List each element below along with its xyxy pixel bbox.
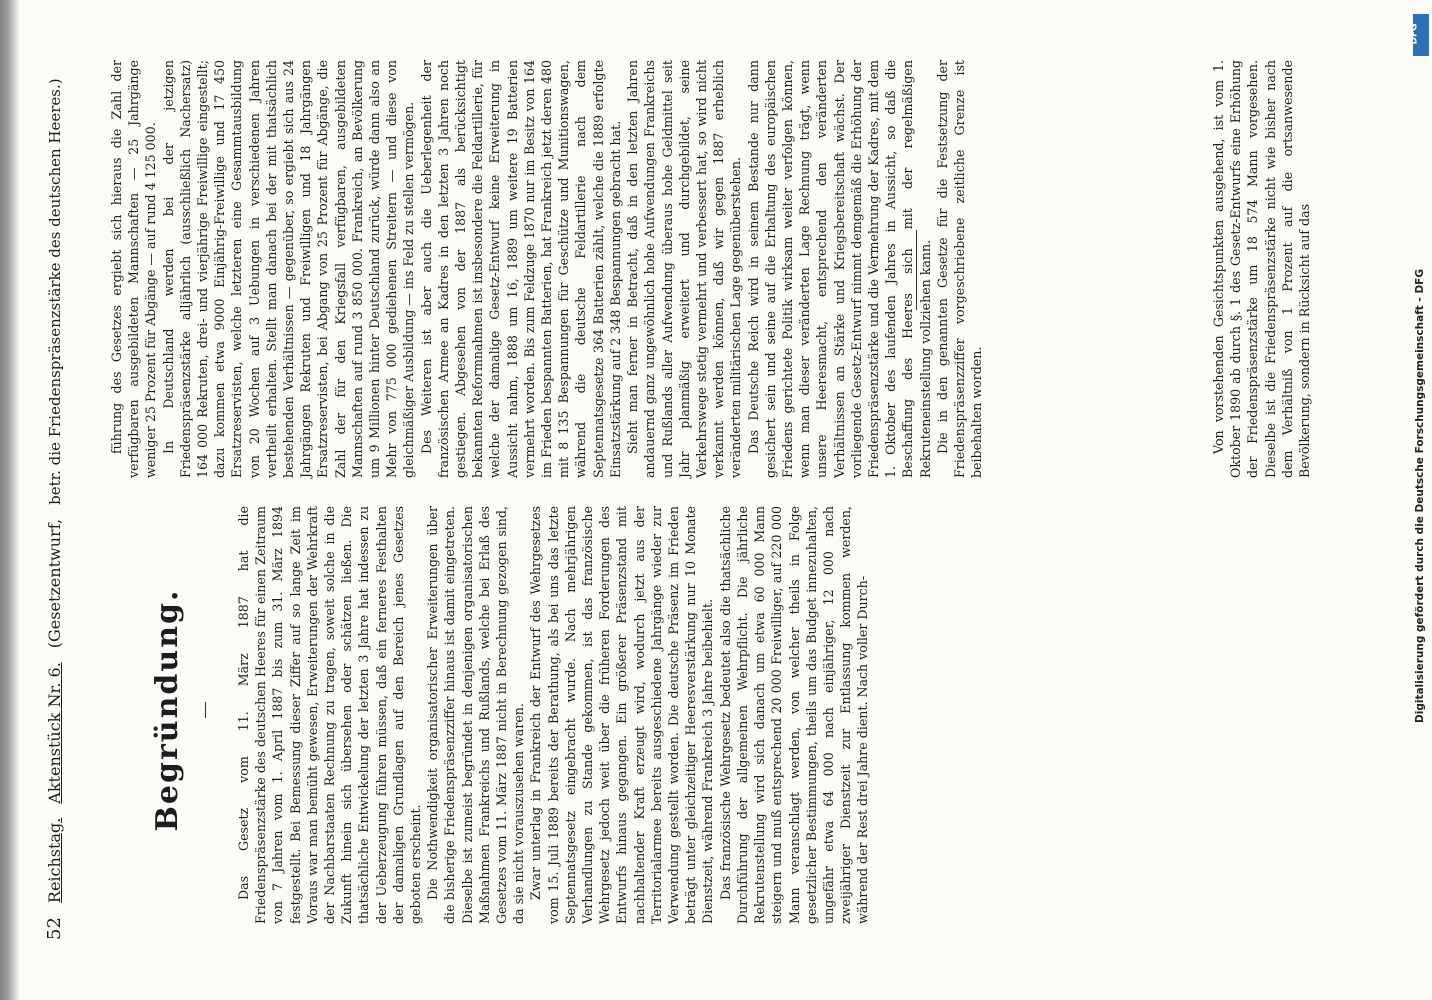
- paragraph: In Deutschland werden bei der jetzigen Friedenspräsenzstärke alljährlich (ausschließlich Nachersatz) 164 000 Rekruten, drei- und vierjährige Freiwillige eingestellt; dazu kommen etwa 9000 Einjährig-Freiwillige und 17 450 Ersatzreservisten, welche letzteren eine Gesammtausbildung von 20 Wochen auf 3 Uebungen in verschiedenen Jahren vertheilt erhalten. Stellt man danach bei der mit thatsächlich bestehenden Verhältnissen — gegenüber, so ergiebt sich aus 24 Jahrgängen Rekruten und Freiwilligen und 18 Jahrgängen Ersatzreservisten, bei Abgang von 25 Prozent für Abgänge, die Zahl der für den Kriegsfall verfügbaren, ausgebildeten Mannschaften auf rund 3 850 000. Frankreich, an Bevölkerung um 9 Millionen hinter Deutschland zurück, würde dann also an Mehr von 775 000 gediehenen Streitern — und diese von gleichmäßiger Ausbildung — ins Feld zu stellen vermögen.: [160, 60, 417, 478]
- header-parliament: Reichstag.: [45, 817, 64, 904]
- page-title: Begründung.: [150, 588, 185, 832]
- paragraph: Die in den genannten Gesetze für die Festsetzung der Friedenspräsenzziffer vorgeschriebene zeitliche Grenze ist beibehalten worden.: [934, 60, 985, 478]
- right-column-top: [108, 60, 985, 478]
- paragraph: Das französische Wehrgesetz bedeutet also die thatsächliche Durchführung der allgemeinen Wehrpflicht. Die jährliche Rekrutenstellung wird sich danach um etwa 60 000 Mann steigern und muß entsprechend 20 000 Freiwilliger, auf 220 000 Mann veranschlagt werden, von welcher theils in Folge gesetzlicher Bestimmungen, theils um das Budget innezuhalten, ungefähr etwa 64 000 nach einjähriger, 12 000 nach zweijähriger Dienstzeit zur Entlassung kommen werden, während der Rest drei Jahre dient. Nach voller Durch-: [717, 506, 871, 924]
- scan-edge-shadow: [0, 0, 20, 1000]
- section-divider: [916, 230, 917, 310]
- paragraph: Des Weiteren ist aber auch die Ueberlegenheit der französischen Armee an Kadres in den letzten 3 Jahren noch gestiegen. Abgesehen von der 1887 als berücksichtigt bekannten Reformnahmen ist insbesondere die Feldartillerie, für welche der damalige Gesetz-Entwurf keine Erweiterung in Aussicht nahm, 1888 um 16, 1889 um weitere 19 Batterien vermehrt worden. Bis zum Feldzuge 1870 nur im Besitz von 164 im Frieden bespannten Batterien, hat Frankreich jetzt deren 480 mit 8 135 Bespannungen für Geschütze und Munitionswagen, während die deutsche Feldartillerie nach dem Septennatsgesetze 364 Batterien zählt, welche die 1889 erfolgte Einsatzstärkung auf 2 348 Bespannungen gebracht hat.: [418, 60, 623, 478]
- paragraph: Von vorstehenden Gesichtspunkten ausgehend, ist vom 1. Oktober 1890 ab durch §. 1 des Gesetz-Entwurfs eine Erhöhung der Friedenspräsenzstärke um 18 574 Mann vorgesehen. Dieselbe ist die Friedenspräsenzstärke nicht wie bisher nach dem Verhältniß von 1 Prozent auf die ortsanwesende Bevölkerung, sondern in Rücksicht auf das: [1211, 60, 1313, 478]
- header-subject: betr. die Friedenspräsenzstärke des deutschen Heeres.): [46, 78, 64, 505]
- dfg-credit-text: Digitalisierung gefördert durch die Deutsche Forschungsgemeinschaft - DFG: [1414, 269, 1426, 723]
- paragraph: Die Nothwendigkeit organisatorischer Erweiterungen über die bisherige Friedenspräsenzziffer hinaus ist damit eingetreten. Dieselbe ist zumeist begründet in denjenigen organisatorischen Maßnahmen Frankreichs und Rußlands, welche bei Erlaß des Gesetzes vom 11. März 1887 nicht in Berechnung gezogen sind, da sie nicht vorauszusehen waren.: [425, 506, 527, 924]
- paragraph: Das Gesetz vom 11. März 1887 hat die Friedenspräsenzstärke des deutschen Heeres für einen Zeitraum von 7 Jahren vom 1. April 1887 bis zum 31. März 1894 festgestellt. Bei Bemessung dieser Ziffer auf so lange Zeit im Voraus war man bemüht gewesen, Erweiterungen der Wehrkraft der Nachbarstaaten Rechnung zu tragen, soweit solche in die Zukunft hinein sich übersehen oder schätzen ließen. Die thatsächliche Entwickelung der letzten 3 Jahre hat indessen zu der Ueberzeugung führen müssen, daß ein ferneres Festhalten der damaligen Grundlagen auf den Bereich jenes Gesetzes geboten erscheint.: [236, 506, 424, 924]
- right-column-bottom: [1210, 60, 1410, 478]
- dfg-credit-strip: [1409, 10, 1430, 990]
- paragraph: führung des Gesetzes ergiebt sich hieraus die Zahl der verfügbaren ausgebildeten Mannschaften — 25 Jahrgänge weniger 25 Prozent für Abgänge — auf rund 4 125 000.: [109, 60, 159, 478]
- paragraph: Das Deutsche Reich wird in seinem Bestande nur dann gesichert sein und seine auf die Erhaltung des europäischen Friedens gerichtete Politik wirksam weiter verfolgen können, wenn man dieser veränderten Lage Rechnung trägt, wenn unsere Heeresmacht, entsprechend den veränderten Verhältnissen an Stärke und Kriegsbereitschaft wächst. Der vorliegende Gesetz-Entwurf nimmt demgemäß die Erhöhung der Friedenspräsenzstärke und die Vermehrung der Kadres, mit dem 1. Oktober des laufenden Jahres in Aussicht, so daß die Beschaffung des Heeres sich mit der regelmäßigen Rekruteneinstellung vollziehen kann.: [745, 60, 933, 478]
- page-header: [44, 20, 70, 940]
- title-divider: [205, 702, 206, 718]
- header-document-number: Aktenstück Nr. 6.: [45, 662, 64, 804]
- dfg-logo: DFG: [1413, 14, 1429, 56]
- page-number: 52: [44, 917, 65, 940]
- header-label: (Gesetzentwurf,: [45, 518, 64, 649]
- paragraph: Zwar unterlag in Frankreich der Entwurf des Wehrgesetzes vom 15. Juli 1889 bereits der Berathung, als bei uns das letzte Septennatsgesetz eingebracht wurde. Nach mehrjährigen Verhandlungen zu Stande gekommen, ist das französische Wehrgesetz jedoch weit über die früheren Forderungen des Entwurfs hinaus gegangen. Ein größerer Präsenzstand mit nachhaltender Kraft erzeugt wird, wodurch jetzt aus der Territorialarmee bereits ausgeschiedene Jahrgänge wieder zur Verwendung gestellt worden. Die deutsche Präsenz im Frieden beträgt unter gleichzeitiger Heeresverstärkung nur 10 Monate Dienstzeit, während Frankreich 3 Jahre beibehielt.: [528, 506, 716, 924]
- paragraph: Sieht man ferner in Betracht, daß in den letzten Jahren andauernd ganz ungewöhnlich hohe Aufwendungen Frankreichs und Rußlands aller Aufwendung überaus hohe Geldmittel seit Jahr planmäßig erweitert und durchgebildet, seine Verkehrswege stetig vermehrt und verbessert hat, so wird nicht verkannt werden können, daß wir gegen 1887 erheblich veränderten militärischen Lage gegenüberstehen.: [625, 60, 744, 478]
- left-column: [235, 506, 1385, 924]
